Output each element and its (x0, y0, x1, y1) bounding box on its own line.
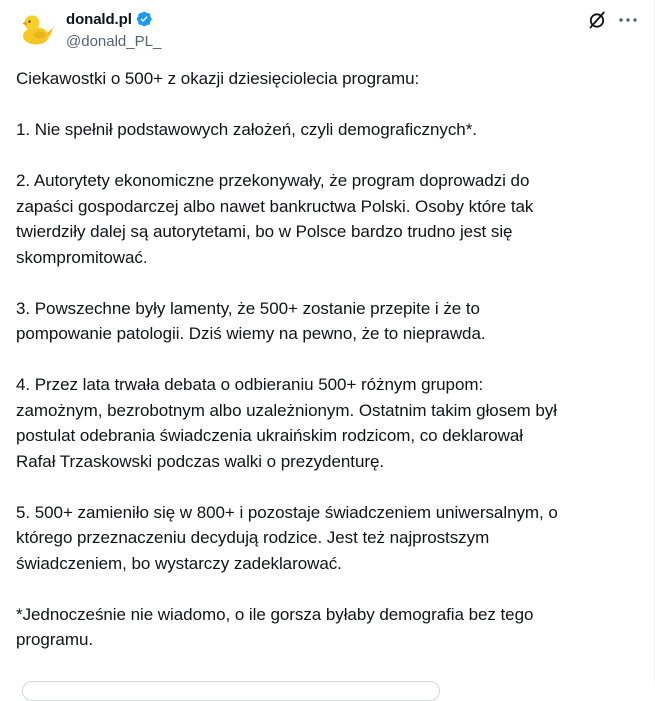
tweet-paragraph-5: 5. 500+ zamieniło się w 800+ i pozostaje świadczeniem uniwersalnym, o którego przeznaczeniu decydują rodzice. Jest też najprostszym świadczeniem, bo wystarczy zadeklarować. (16, 502, 558, 573)
tweet-paragraph-4: 4. Przez lata trwała debata o odbieraniu 500+ różnym grupom: zamożnym, bezrobotnym albo uzależnionym. Ostatnim takim głosem był postulat odebrania świadczenia ukraińskim rodzicom, co deklarował Rafał Trzaskowski podczas walki o prezydenturę. (16, 375, 557, 471)
tweet-actions (587, 10, 639, 30)
media-card-edge[interactable] (22, 681, 440, 701)
tweet-header (16, 8, 639, 56)
display-name[interactable]: donald.pl (66, 10, 132, 28)
tweet-paragraph-footnote: *Jednocześnie nie wiadomo, o ile gorsza byłaby demografia bez tego programu. (16, 604, 534, 649)
duck-avatar-icon (16, 8, 56, 48)
grok-icon[interactable] (587, 10, 607, 30)
tweet-text (16, 66, 641, 653)
verified-badge-icon[interactable] (135, 10, 153, 28)
display-name-row (66, 8, 161, 30)
tweet-paragraph-3: 3. Powszechne były lamenty, że 500+ zostanie przepite i że to pompowanie patologii. Dziś wiemy na pewno, że to nieprawda. (16, 298, 486, 343)
tweet-paragraph-intro: Ciekawostki o 500+ z okazji dziesięciolecia programu: (16, 69, 420, 88)
tweet-paragraph-1: 1. Nie spełnił podstawowych założeń, czyli demograficznych*. (16, 120, 477, 139)
handle[interactable]: @donald_PL_ (66, 33, 162, 50)
avatar[interactable] (16, 8, 56, 48)
author-names (66, 8, 161, 52)
more-icon[interactable] (617, 10, 639, 30)
tweet-paragraph-2: 2. Autorytety ekonomiczne przekonywały, że program doprowadzi do zapaści gospodarczej albo nawet bankructwa Polski. Osoby które tak twierdziły dalej są autorytetami, bo w Polsce bardzo trudno jest się skompromitować. (16, 171, 534, 267)
